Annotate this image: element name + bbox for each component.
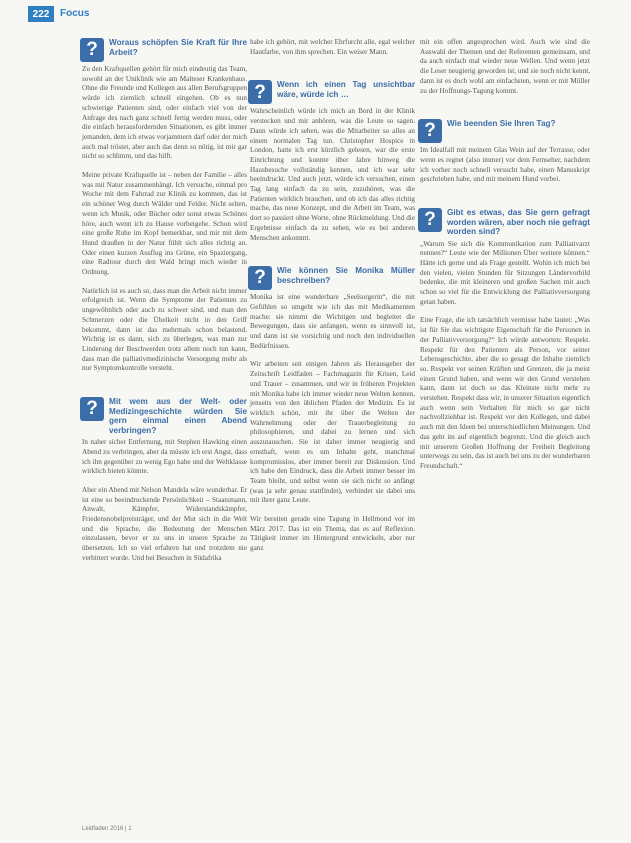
column-1: [82, 38, 247, 573]
page-number: 222: [32, 8, 50, 20]
section-spacer: [82, 383, 247, 397]
footer: Leidfaden 2016 | 1: [82, 826, 132, 832]
question-mark-icon: ?: [248, 80, 272, 104]
body-paragraph: Aber ein Abend mit Nelson Mandela wäre wunderbar. Er ist eine so beeindruckende Persönlichkeit – Staatsmann, Anwalt, Kämpfer, Widerstandskämpfer, Friedensnobelpreisträger, und der Mut sich in die Welt und die Sprache, die Bedeutung der Menschen einzulassen, bevor er zu uns in unsere Sprache zu übersetzen. Ich so viel erfahren hat und trotzdem nie verbittert wurde. Und bei Besuchen in Südafrika: [82, 485, 247, 562]
body-paragraph: Meine private Kraftquelle ist – neben der Familie – alles was mit Natur zusammenhängt. Ich versuche, einmal pro Woche mit dem Fahrrad zur Klinik zu kommen, das ist ein schöner Weg durch Wälder und Felder. Nicht selten, wenn ich Musik, oder Bücher oder sonst etwas Schönes höre, auch wenn ich zu Hause vorbeigehe. Schon wird eine große Ruhe im Kopf bemerkbar, und mir mit dem Hund draußen in der Natur fühlt sich alles richtig an. Oder einen kurzen Ausflug ins Grüne, ein Spaziergang, eine Radtour durch den Wald bringt mich wieder in Ordnung.: [82, 171, 247, 277]
column-2: [250, 38, 415, 563]
section-spacer: [420, 194, 590, 208]
section-spacer: [250, 66, 415, 80]
question-mark-icon: ?: [418, 119, 442, 143]
question-heading: [80, 38, 247, 62]
body-paragraph: Wahrscheinlich würde ich mich an Bord in der Klinik verstecken und mir anhören, was die Leute so sagen. Dann würde ich sehen, was die Mitarbeiter so alles an einem normalen Tag tun. Christopher Hospice in London, hatte ich erst kürzlich gelesen, war die erste Einrichtung und konnte über Jahre hinweg die Hausbesuche vollständig kennen, und ich war sehr beeindruckt. Und auch jetzt, würde ich versuchen, einen Tag lang einfach da zu sein, zuzuhören, was die Patienten wirklich brauchen, und ob ich das alles richtig mache, das neue Konzept, und die Arbeit im Team, was dort so passiert ohne Worte, ohne Rückmeldung. Und die Ergebnisse einfach da zu sehen, wie es bei anderen Menschen ankommt.: [250, 107, 415, 242]
body-paragraph: Natürlich ist es auch so, dass man die Arbeit nicht immer erfolgreich ist. Wenn die Symptome der Patienten zu ungewöhnlich oder auch zu schwer sind, und man den Schmerzen oder die Übelkeit nicht in den Griff bekommt, dann ist das mehrmals schon belastend. Wichtig ist es dann, sich zu überlegen, was man zur Linderung der Beschwerden trotz allem noch tun kann, dass man die palliativmedizinische Versorgung mehr als nur Symptomkontrolle versteht.: [82, 286, 247, 373]
question-title: Gibt es etwas, das Sie gern gefragt worden wären, aber noch nie gefragt worden sind?: [447, 208, 590, 237]
page-number-tab: [28, 6, 54, 22]
body-paragraph: Zu den Kraftquellen gehört für mich eindeutig das Team, sowohl an der Uniklinik wie am Malteser Krankenhaus. Ohne die Freunde und Kollegen aus allen Berufsgruppen würde ich ziemlich schnell eingehen. Ob es nun schwierige Patienten sind, oder einfach viel von der Anfrage des nach ganz schnell fertig werden muss, oder die einfach herausfordernden Situationen, es gibt immer jemanden, dem ich etwas vorjammern darf oder der mich auch mal tröstet, aber auch das denn so nötig, ist mir gar nicht so schlimm, und das hilft.: [82, 65, 247, 161]
question-title: Wie können Sie Monika Müller beschreiben?: [277, 266, 415, 285]
question-title: Woraus schöpfen Sie Kraft für Ihre Arbeit?: [109, 38, 247, 57]
question-heading: [418, 208, 590, 237]
body-paragraph: Monika ist eine wunderbare „Seelsorgerin“, die mit Gefühlen so umgeht wie ich das mit Medikamenten mache: sie nimmt die Wichtigen und begleitet die Bewegungen, dass sie anfangen, wenn es sinnvoll ist, und dann ist sie vorsichtig und noch den individuellen Bedürfnissen.: [250, 293, 415, 350]
body-paragraph: mit ein offen angesprochen wird. Auch wie sind die Auswahl der Themen und der Referenten gemeinsam, und da auch einfach mal wieder neue Wellen. Und wenn jetzt die Leser neugierig geworden ist, und sie noch nicht kennt, dann ist es doch wohl am einfachsten, wenn er mit Müller zu der Hoffnungs-Tagung kommt.: [420, 38, 590, 95]
column-3: [420, 38, 590, 481]
section-label: Focus: [60, 8, 90, 19]
body-paragraph: „Warum Sie sich die Kommunikation zum Palliativarzt nennen?“ Leute wie der Millionen Über weitere können.“ Hätte ich gerne und als Frage gestellt. Wohin ich mich bei den vielen, vielen Stunden für Sitzungen Ländervorbild bedenke, die mit kleineren und großen Sachen mit auch schon so viel für die Entwicklung der Palliativversorgung getan haben.: [420, 239, 590, 306]
question-heading: [248, 80, 415, 104]
body-paragraph: In naher sicher Entfernung, mit Stephen Hawking einen Abend zu verbringen, aber da müsste ich erst Angst, dass ich ihn gegenüber zu wenig Ego habe und der Weltklasse wirklich bieten könnte.: [82, 438, 247, 476]
body-paragraph: Wir arbeiten seit einigen Jahren als Herausgeber der Zeitschrift Leidfaden – Fachmagazin für Krisen, Leid und Trauer – zusammen, und wir in früheren Projekten mit Monika habe ich immer wieder neue Welten kennen, jenseits von den üblichen Pfaden der Medizin. Es ist wirklich schön, mit ihr über die Welten der Wahrnehmung oder der Trauerbegleitung zu philosophieren, und dabei zu lernen und sich auszutauschen. Sie ist daher immer neugierig und ernsthaft, wenn es um Inhalte geht, manchmal kompromisslos, aber immer bereit zur Diskussion. Und ich habe den Eindruck, dass die Arbeit immer besser im Team bleibt, und selbst wenn sie sich nicht so anfängt (was ja sehr genau stattfindet), verbindet sie dabei uns mit ihrer ganz Leute.: [250, 360, 415, 505]
question-heading: [80, 397, 247, 435]
question-heading: [248, 266, 415, 290]
question-heading: [418, 119, 590, 143]
body-paragraph: Wir bereiten gerade eine Tagung in Hellmond vor im März 2017. Das ist ein Thema, das es auf Reflexion. Tätigkeit immer im Hintergrund entwickeln, aber nur ganz: [250, 515, 415, 553]
body-paragraph: Im Idealfall mit meinem Glas Wein auf der Terrasse, oder wenn es regnet (also immer) vor dem Fernseher, nachdem ich vorher noch schnell versucht habe, einen Manuskript geschrieben habe, und mit meinem Hund vorbei.: [420, 146, 590, 184]
body-paragraph: Eine Frage, die ich tatsächlich vermisse habe lautet: „Was ist für Sie das wichtigste Eigenschaft für die Personen in der Palliativversorgung?“ Ich würde antworten: Respekt. Respekt für den Patienten als Person, vor seiner Lebensgeschichte, aber die so gesagt die Inhalte ziemlich so. Respekt vor seinen Kräften und Grenzen, die ja meist einen Grund haben, und wenn wir den Grund verstehen kann, dann ist doch so das Kleinste nicht mehr zu verstehen. Respekt dass wir, in unserer Situation eigentlich auch wenn sein Verhalten für mich so gar nicht nachvollziehbar ist. Respekt vor den Kollegen, und dabei auch mit den Ideen bei unterschiedlichen Meinungen. Und das geht im auf eigentlich begrenzt. Und die gleich auch mit unserem Großen Hoffnung der Freiheit Begleitung unterwegs zu sein, das ist auch bei uns zu der wunderbaren Freundschaft.“: [420, 316, 590, 470]
question-title: Wenn ich einen Tag unsichtbar wäre, würde ich …: [277, 80, 415, 99]
question-mark-icon: ?: [80, 38, 104, 62]
body-paragraph: habe ich gehört, mit welcher Ehrfurcht alle, egal welcher Hautfarbe, von ihm sprechen. Ein weiser Mann.: [250, 38, 415, 56]
question-title: Wie beenden Sie Ihren Tag?: [447, 119, 556, 129]
question-mark-icon: ?: [80, 397, 104, 421]
question-mark-icon: ?: [418, 208, 442, 232]
question-title: Mit wem aus der Welt- oder Medizingeschichte würden Sie gern einmal einen Abend verbringen?: [109, 397, 247, 435]
question-mark-icon: ?: [248, 266, 272, 290]
section-spacer: [250, 252, 415, 266]
section-spacer: [420, 105, 590, 119]
